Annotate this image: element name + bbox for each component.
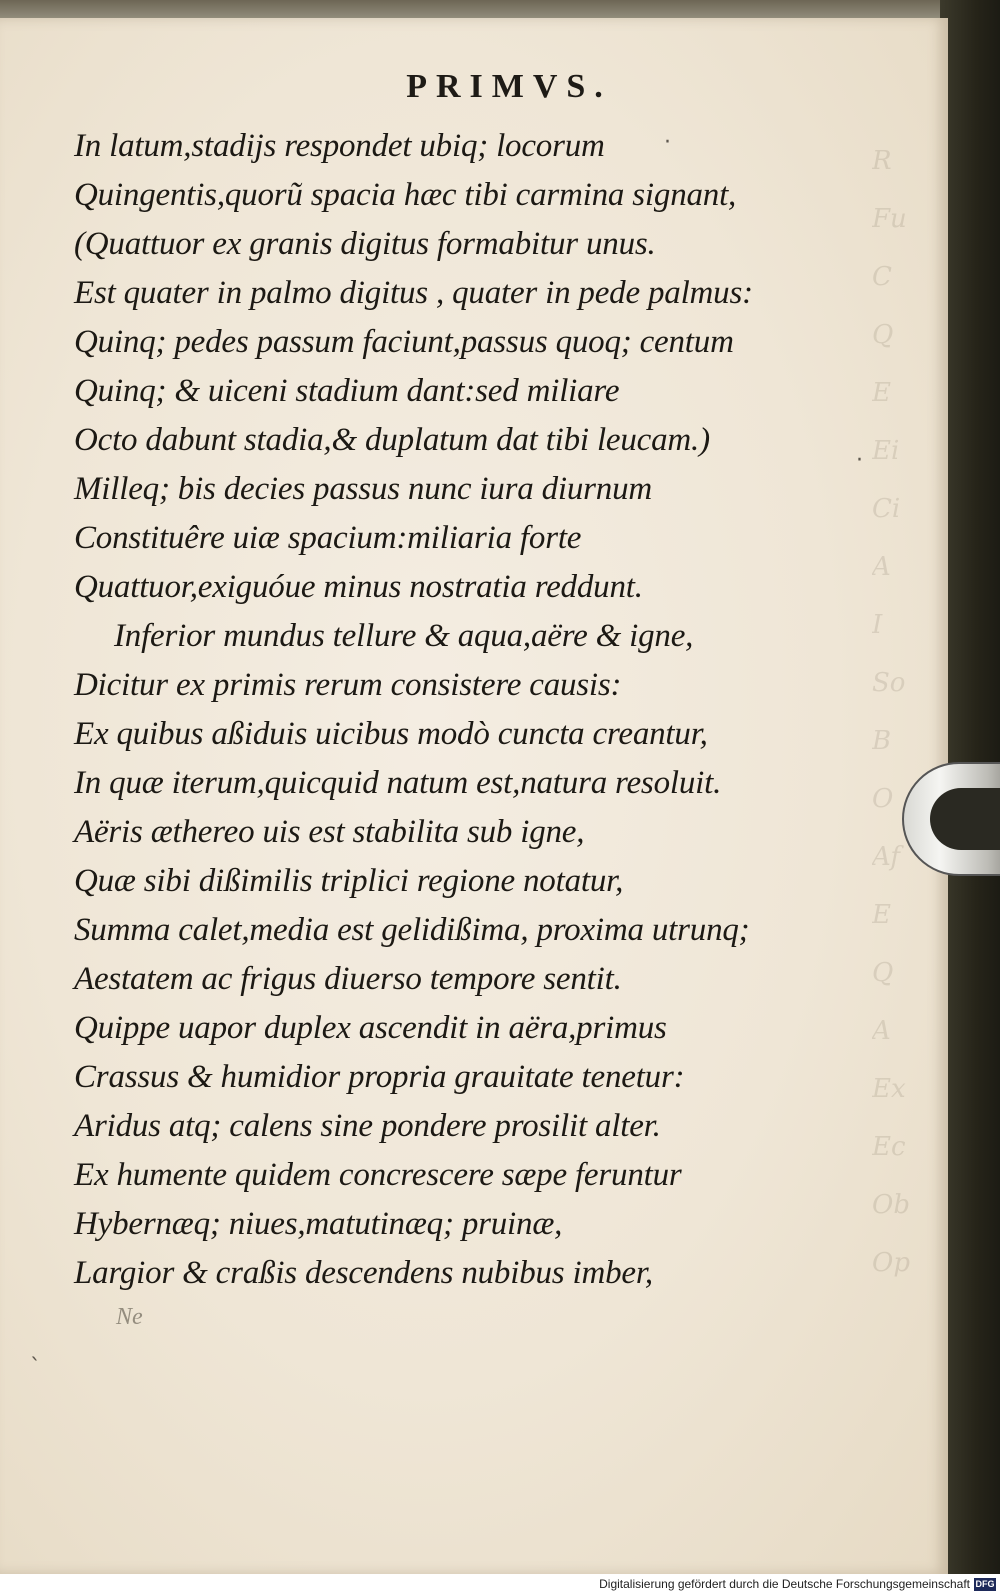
bleed-through-glyph: Af [872, 842, 900, 872]
bleed-through-glyph: E [872, 900, 891, 930]
verse-line: Quæ sibi dißimilis triplici regione notatur, [74, 863, 624, 899]
bleed-through-glyph: Op [872, 1248, 910, 1278]
verse-text-block [74, 122, 814, 1298]
verse-line: Quippe uapor duplex ascendit in aëra,primus [74, 1010, 667, 1046]
bleed-through-glyph: C [872, 262, 892, 292]
stain-mark: · [664, 130, 671, 155]
catchword: Ne [116, 1304, 143, 1330]
verse-line: Constituêre uiæ spacium:miliaria forte [74, 520, 582, 556]
bleed-through-glyph: O [872, 784, 894, 814]
verse-line: In latum,stadijs respondet ubiq; locorum [74, 128, 605, 164]
bleed-through-glyph: Ex [872, 1074, 906, 1104]
verse-line: Aëris æthereo uis est stabilita sub igne, [74, 814, 585, 850]
verse-line: Octo dabunt stadia,& duplatum dat tibi leucam.) [74, 422, 710, 458]
bleed-through-glyph: A [872, 552, 891, 582]
footer-bar [0, 1574, 1000, 1596]
verse-line: In quæ iterum,quicquid natum est,natura resoluit. [74, 765, 722, 801]
verse-line: Ex quibus aßiduis uicibus modò cuncta creantur, [74, 716, 708, 752]
bleed-through-glyph: Ob [872, 1190, 910, 1220]
bleed-through-glyph: I [872, 610, 883, 640]
verse-line: Hybernæq; niues,matutinæq; pruinæ, [74, 1206, 563, 1242]
verse-line: Aestatem ac frigus diuerso tempore sentit. [74, 961, 622, 997]
verse-line: Largior & craßis descendens nubibus imber, [74, 1255, 653, 1291]
stain-mark: ˎ [30, 1336, 41, 1361]
bleed-through-glyph: Ci [872, 494, 901, 524]
bleed-through-glyph: Ec [872, 1132, 906, 1162]
verse-line: Quattuor,exiguóue minus nostratia reddunt. [74, 569, 643, 605]
page-clip-opening [930, 788, 1000, 850]
verse-line: Quingentis,quorũ spacia hæc tibi carmina signant, [74, 177, 737, 213]
verse-line: Inferior mundus tellure & aqua,aëre & igne, [114, 618, 694, 654]
bleed-through-glyph: Fu [872, 204, 907, 234]
verse-line: Summa calet,media est gelidißima, proxima utrunq; [74, 912, 750, 948]
footer-credit: Digitalisierung gefördert durch die Deutsche Forschungsgemeinschaft [599, 1577, 970, 1591]
dfg-logo: DFG [975, 1579, 995, 1589]
verse-line: Milleq; bis decies passus nunc iura diurnum [74, 471, 653, 507]
bleed-through-glyph: Ei [872, 436, 900, 466]
bleed-through-glyph: So [872, 668, 906, 698]
verse-line: Dicitur ex primis rerum consistere causis: [74, 667, 622, 703]
bleed-through-glyph: B [872, 726, 892, 756]
bleed-through-glyph: R [872, 146, 892, 176]
verse-line: Ex humente quidem concrescere sæpe feruntur [74, 1157, 682, 1193]
verse-line: Quinq; & uiceni stadium dant:sed miliare [74, 373, 620, 409]
bleed-through-glyph: E [872, 378, 891, 408]
verse-line: Est quater in palmo digitus , quater in pede palmus: [74, 275, 753, 311]
bleed-through-glyph: A [872, 1016, 891, 1046]
running-head: PRIMVS. [406, 68, 612, 105]
verse-line: Quinq; pedes passum faciunt,passus quoq; centum [74, 324, 734, 360]
stain-mark: · [856, 448, 863, 473]
verse-line: Aridus atq; calens sine pondere prosilit alter. [74, 1108, 661, 1144]
verse-line: Crassus & humidior propria grauitate tenetur: [74, 1059, 685, 1095]
bleed-through-glyph: Q [872, 320, 894, 350]
verse-line: (Quattuor ex granis digitus formabitur unus. [74, 226, 656, 262]
bleed-through-glyph: Q [872, 958, 894, 988]
